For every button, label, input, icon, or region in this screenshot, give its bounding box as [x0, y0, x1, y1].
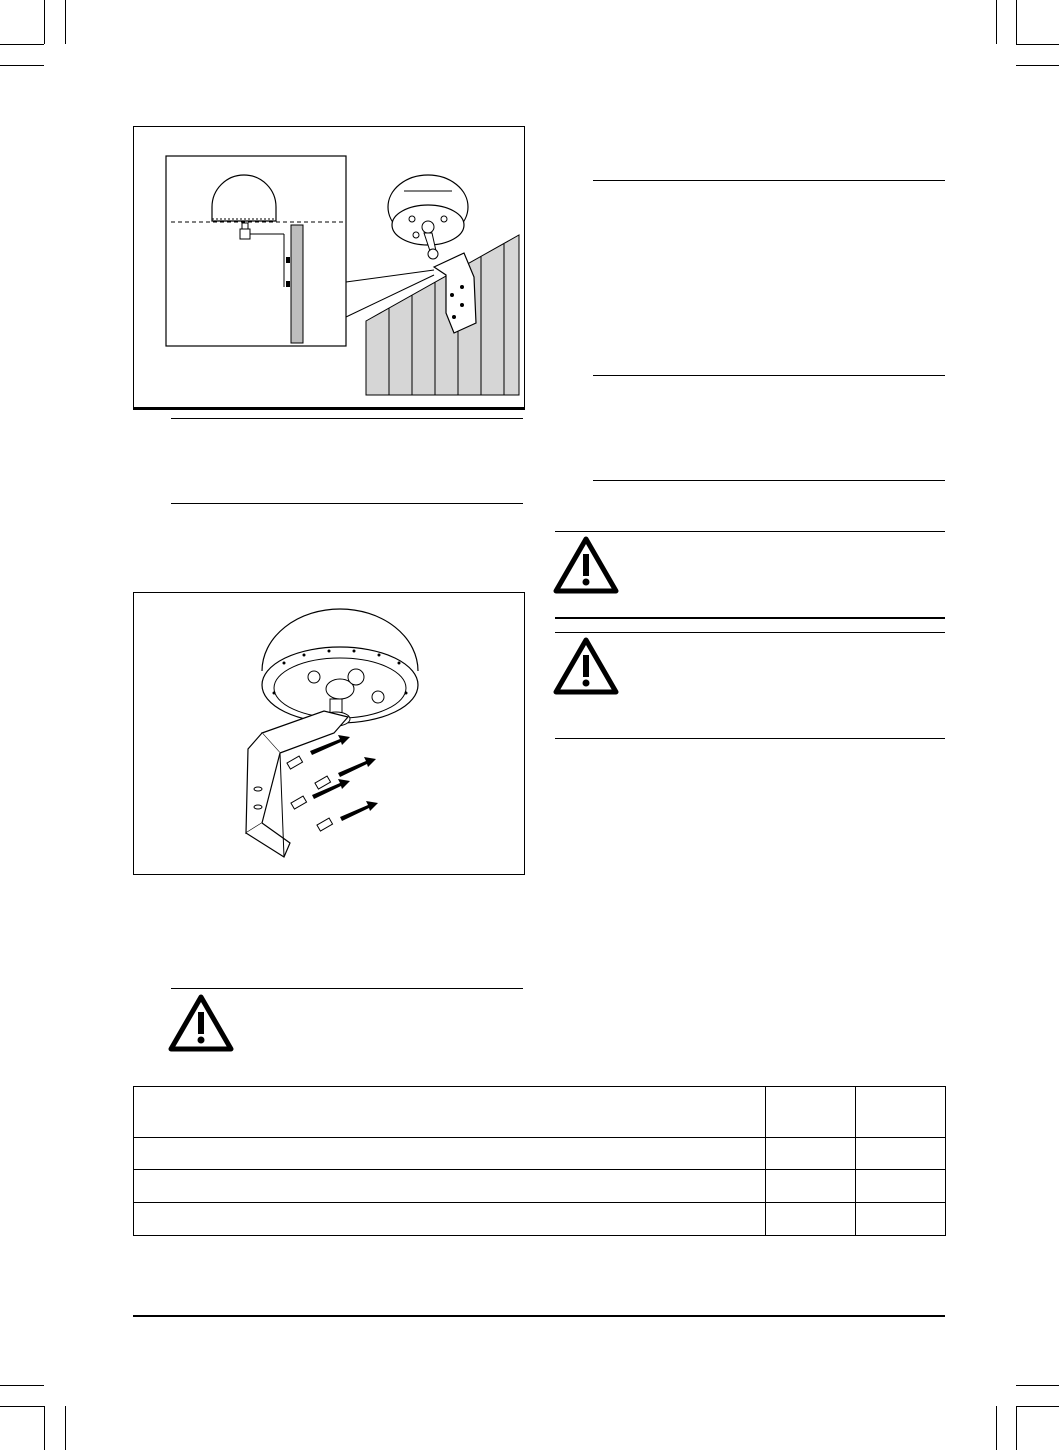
table-row: [134, 1203, 946, 1236]
note-rule-right-1: [593, 180, 945, 181]
table-cell: [766, 1138, 856, 1170]
table-row: [134, 1087, 946, 1138]
warning-rule-left: [171, 988, 523, 989]
table-cell: [856, 1087, 946, 1138]
table-cell: [766, 1170, 856, 1203]
bracket-screws-illustration: [134, 593, 526, 876]
table-cell: [856, 1203, 946, 1236]
table-cell: [856, 1170, 946, 1203]
table-cell: [856, 1138, 946, 1170]
note-rule-bottom: [171, 503, 523, 504]
table-cell: [134, 1087, 766, 1138]
spec-table: [133, 1086, 946, 1236]
table-row: [134, 1170, 946, 1203]
note-rule-right-2: [593, 375, 945, 376]
table-row: [134, 1138, 946, 1170]
warning-rule-right-1-top: [555, 531, 945, 532]
footer-rule: [133, 1315, 945, 1317]
mounting-wall-figure: [133, 126, 525, 410]
table-cell: [766, 1203, 856, 1236]
bracket-screws-figure: [133, 592, 525, 875]
table-cell: [766, 1087, 856, 1138]
antenna-wall-illustration: [134, 127, 526, 411]
warning-rule-right-1-bottom: [555, 617, 945, 619]
table-cell: [134, 1203, 766, 1236]
table-cell: [134, 1170, 766, 1203]
note-rule-right-3: [593, 480, 945, 481]
table-cell: [134, 1138, 766, 1170]
note-rule-top: [171, 418, 523, 419]
warning-icon: [553, 536, 619, 594]
warning-rule-right-2-bottom: [555, 738, 945, 739]
warning-icon: [168, 994, 234, 1052]
warning-icon: [553, 637, 619, 695]
warning-rule-right-2-top: [555, 632, 945, 633]
